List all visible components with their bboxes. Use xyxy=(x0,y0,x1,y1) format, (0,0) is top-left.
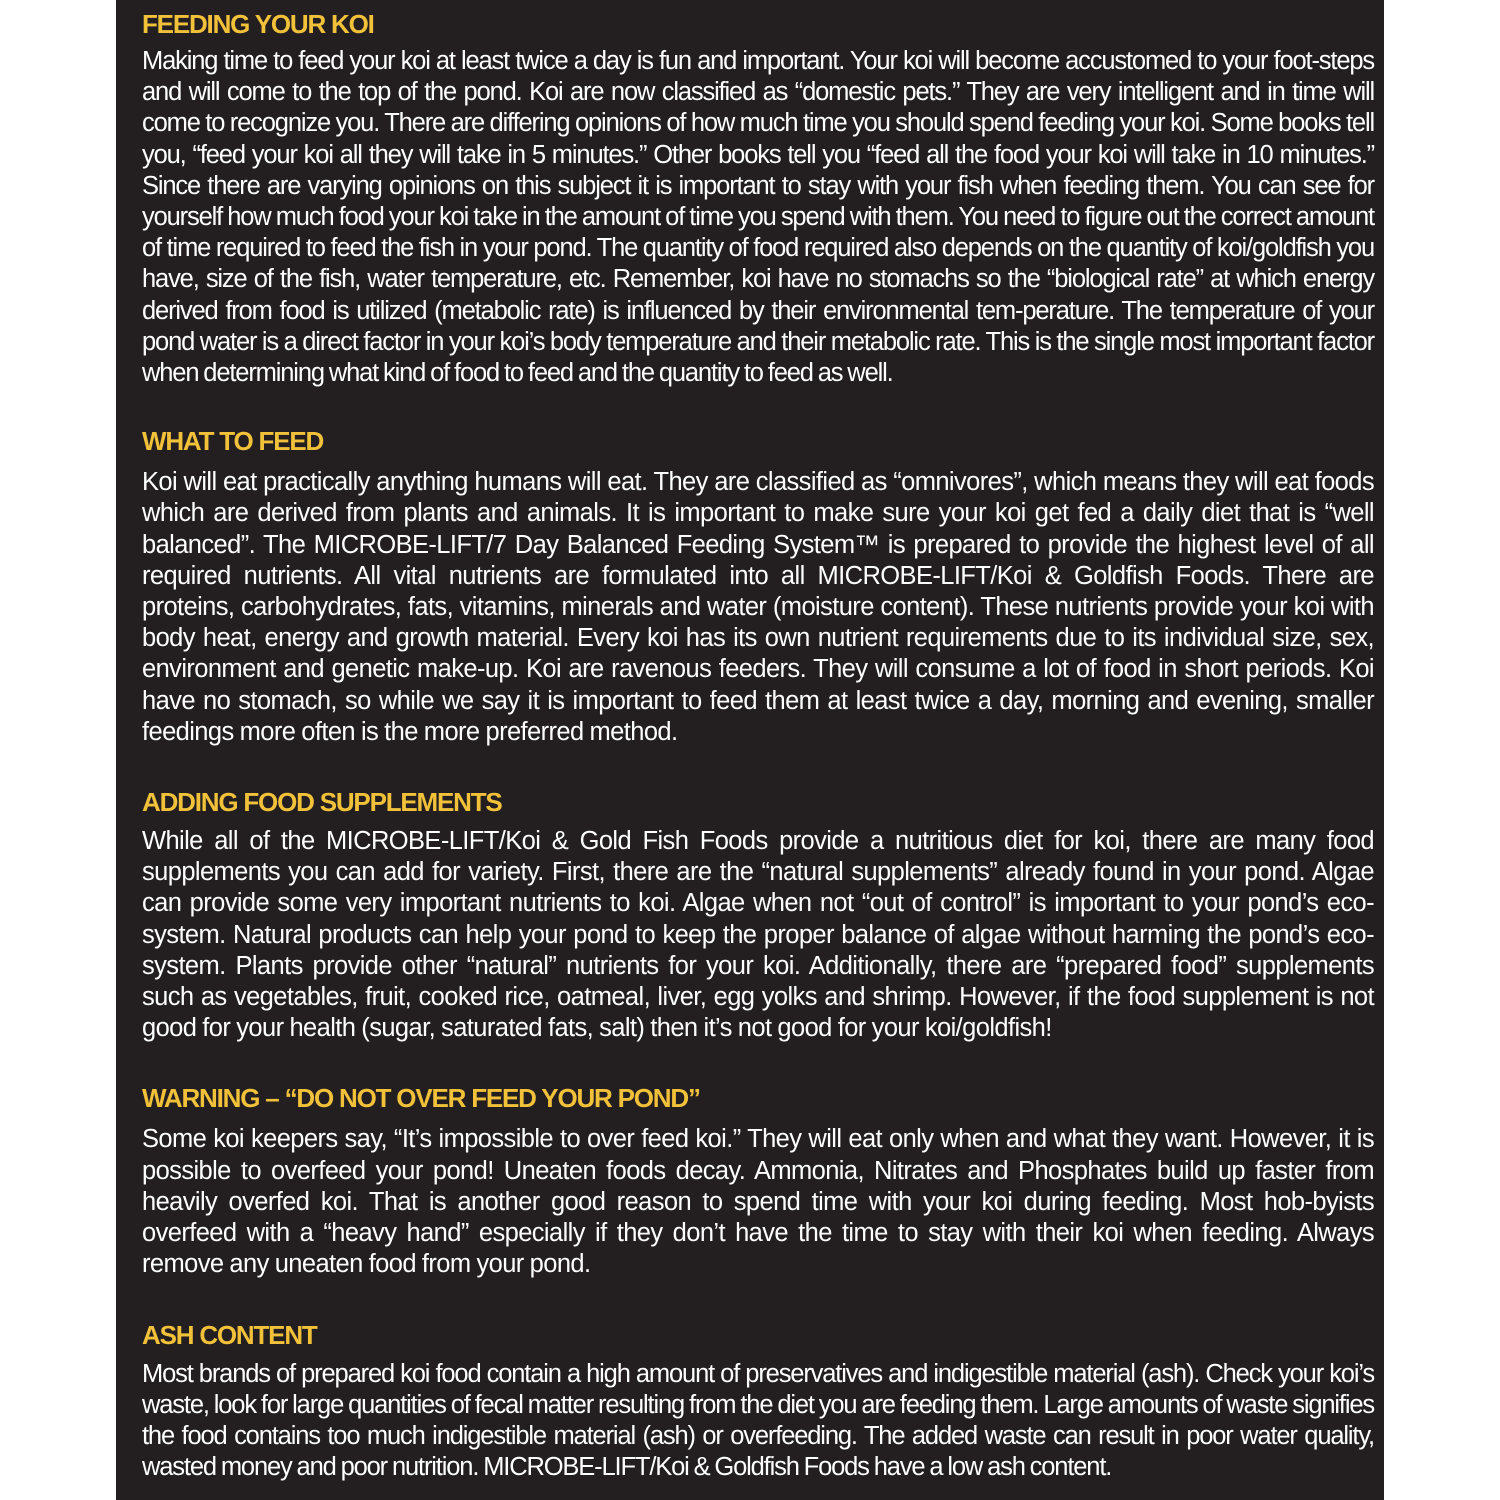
section-body: Making time to feed your koi at least twice a day is fun and important. Your koi will become accustomed to your foot-steps and will come to the top of the pond. Koi are now classified as “domestic pets.” They are very intelligent and in time will come to recognize you. There are differing opinions of how much time you should spend feeding your koi. Some books tell you, “feed your koi all they will take in 5 minutes.” Other books tell you “feed all the food your koi will take in 10 minutes.” Since there are varying opinions on this subject it is important to stay with your fish when feeding them. You can see for yourself how much food your koi take in the amount of time you spend with them. You need to figure out the correct amount of time required to feed the fish in your pond. The quantity of food required also depends on the quantity of koi/goldfish you have, size of the fish, water temperature, etc. Remember, koi have no stomachs so the “biological rate” at which energy derived from food is utilized (metabolic rate) is influenced by their environmental tem-perature. The temperature of your pond water is a direct factor in your koi’s body temperature and their metabolic rate. This is the single most important factor when determining what kind of food to feed and the quantity to feed as well. xyxy=(142,47,1374,388)
section-heading: WHAT TO FEED xyxy=(142,426,324,457)
info-panel xyxy=(116,0,1384,1500)
section-heading: WARNING – “DO NOT OVER FEED YOUR POND” xyxy=(142,1083,700,1114)
section-what-to-feed xyxy=(142,423,1374,748)
section-body: Koi will eat practically anything humans will eat. They are classified as “omnivores”, which means they will eat foods which are derived from plants and animals. It is important to make sure your koi get fed a daily diet that is “well balanced”. The MICROBE-LIFT/7 Day Balanced Feeding System™ is prepared to provide the highest level of all required nutrients. All vital nutrients are formulated into all MICROBE-LIFT/Koi & Goldfish Foods. There are proteins, carbohydrates, fats, vitamins, minerals and water (moisture content). These nutrients provide your koi with body heat, energy and growth material. Every koi has its own nutrient requirements due to its individual size, sex, environment and genetic make-up. Koi are ravenous feeders. They will consume a lot of food in short periods. Koi have no stomach, so while we say it is important to feed them at least twice a day, morning and evening, smaller feedings more often is the more preferred method. xyxy=(142,468,1374,746)
section-heading: ASH CONTENT xyxy=(142,1319,317,1350)
section-warning-overfeeding xyxy=(142,1080,1374,1280)
section-ash-content xyxy=(142,1317,1374,1484)
section-heading: FEEDING YOUR KOI xyxy=(142,9,374,39)
section-body: Most brands of prepared koi food contain a high amount of preservatives and indigestible material (ash). Check your koi’s waste, look for large quantities of fecal matter resulting from the diet you are feeding them. Large amounts of waste signifies the food contains too much indigestible material (ash) or overfeeding. The added waste can result in poor water quality, wasted money and poor nutrition. MICROBE-LIFT/Koi & Goldfish Foods have a low ash content. xyxy=(142,1359,1374,1482)
section-heading: ADDING FOOD SUPPLEMENTS xyxy=(142,787,502,818)
section-body: Some koi keepers say, “It’s impossible to over feed koi.” They will eat only when and what they want. However, it is possible to overfeed your pond! Uneaten foods decay. Ammonia, Nitrates and Phosphates build up faster from heavily overfed koi. That is another good reason to spend time with your koi during feeding. Most hob-byists overfeed with a “heavy hand” especially if they don’t have the time to stay with their koi when feeding. Always remove any uneaten food from your pond. xyxy=(142,1125,1374,1279)
section-body: While all of the MICROBE-LIFT/Koi & Gold Fish Foods provide a nutritious diet for koi, there are many food supplements you can add for variety. First, there are the “natural supplements” already found in your pond. Algae can provide some very important nutrients to koi. Algae when not “out of control” is important to your pond’s eco-system. Natural products can help your pond to keep the proper balance of algae without harming the pond’s eco-system. Plants provide other “natural” nutrients for your koi. Additionally, there are “prepared food” supplements such as vegetables, fruit, cooked rice, oatmeal, liver, egg yolks and shrimp. However, if the food supplement is not good for your health (sugar, saturated fats, salt) then it’s not good for your koi/goldfish! xyxy=(142,827,1374,1043)
section-feeding-your-koi xyxy=(142,6,1374,389)
section-adding-food-supplements xyxy=(142,784,1374,1044)
